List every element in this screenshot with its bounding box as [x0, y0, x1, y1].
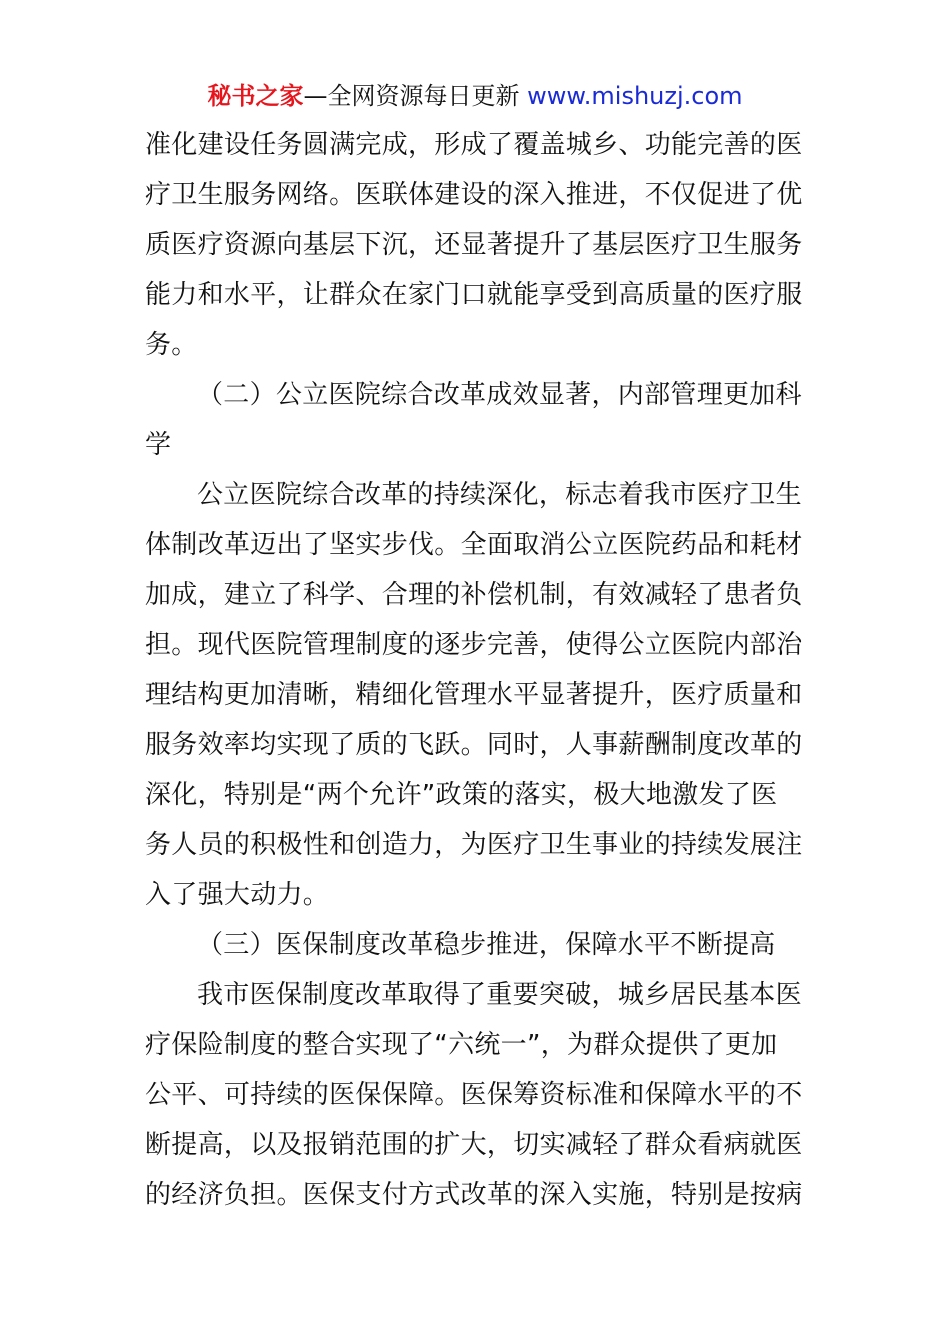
- text-line: 理结构更加清晰，精细化管理水平显著提升，医疗质量和: [145, 680, 803, 710]
- text-line: 入了强大动力。: [145, 880, 330, 910]
- site-tagline: —全网资源每日更新: [303, 82, 528, 110]
- text-line: 我市医保制度改革取得了重要突破，城乡居民基本医: [197, 980, 802, 1010]
- text-line: 公立医院综合改革的持续深化，标志着我市医疗卫生: [197, 480, 802, 510]
- text-line: 务。: [145, 330, 198, 360]
- text-line: 能力和水平，让群众在家门口就能享受到高质量的医疗服: [145, 280, 803, 310]
- text-line: 疗保险制度的整合实现了“六统一”，为群众提供了更加: [145, 1030, 778, 1060]
- text-line: 学: [145, 430, 172, 460]
- site-header: [0, 80, 950, 112]
- text-line: 断提高，以及报销范围的扩大，切实减轻了群众看病就医: [145, 1130, 803, 1160]
- site-url[interactable]: www.mishuzj.com: [527, 82, 743, 110]
- text-line: 加成，建立了科学、合理的补偿机制，有效减轻了患者负: [145, 580, 803, 610]
- text-line: 公平、可持续的医保保障。医保筹资标准和保障水平的不: [145, 1080, 803, 1110]
- text-line: （三）医保制度改革稳步推进，保障水平不断提高: [197, 930, 776, 960]
- document-body: [145, 120, 810, 1220]
- text-line: 体制改革迈出了坚实步伐。全面取消公立医院药品和耗材: [145, 530, 803, 560]
- text-line: （二）公立医院综合改革成效显著，内部管理更加科: [197, 380, 802, 410]
- text-line: 务人员的积极性和创造力，为医疗卫生事业的持续发展注: [145, 830, 803, 860]
- text-line: 担。现代医院管理制度的逐步完善，使得公立医院内部治: [145, 630, 803, 660]
- text-line: 准化建设任务圆满完成，形成了覆盖城乡、功能完善的医: [145, 130, 803, 160]
- site-brand: 秘书之家: [207, 82, 304, 110]
- text-line: 质医疗资源向基层下沉，还显著提升了基层医疗卫生服务: [145, 230, 803, 260]
- text-line: 疗卫生服务网络。医联体建设的深入推进，不仅促进了优: [145, 180, 803, 210]
- text-line: 深化，特别是“两个允许”政策的落实，极大地激发了医: [145, 780, 778, 810]
- text-line: 服务效率均实现了质的飞跃。同时，人事薪酬制度改革的: [145, 730, 803, 760]
- text-line: 的经济负担。医保支付方式改革的深入实施，特别是按病: [145, 1180, 803, 1210]
